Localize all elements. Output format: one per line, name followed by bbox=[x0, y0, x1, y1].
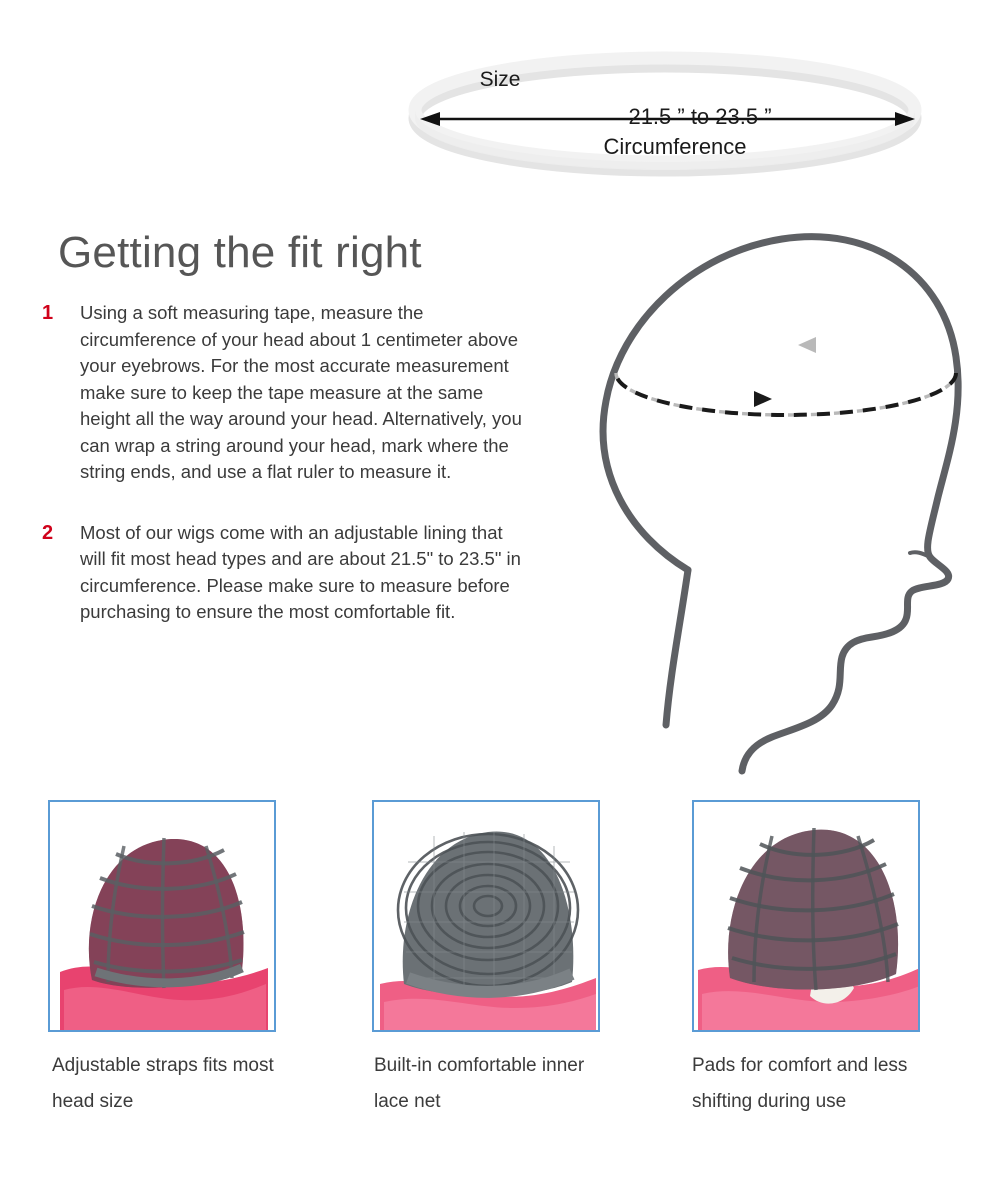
wig-cap-photo-2-graphic bbox=[374, 802, 600, 1032]
instruction-step-1 bbox=[42, 300, 528, 486]
feature-card-adjustable-straps bbox=[48, 800, 278, 1120]
feature-caption-3: Pads for comfort and less shifting during use bbox=[692, 1055, 908, 1112]
instruction-step-2 bbox=[42, 520, 528, 626]
wig-cap-adjustable-straps-photo bbox=[48, 800, 276, 1032]
wig-cap-comfort-pads-photo bbox=[692, 800, 920, 1032]
feature-card-comfort-pads bbox=[692, 800, 922, 1120]
wig-cap-inner-lace-net-photo bbox=[372, 800, 600, 1032]
circumference-label: Circumference bbox=[603, 134, 747, 159]
feature-caption-1: Adjustable straps fits most head size bbox=[52, 1055, 274, 1112]
size-label: Size bbox=[479, 68, 521, 91]
head-measurement-illustration bbox=[520, 205, 1000, 785]
feature-card-inner-lace-net bbox=[372, 800, 602, 1120]
head-profile-drawing bbox=[520, 205, 1000, 785]
wig-cap-photo-1-graphic bbox=[50, 802, 276, 1032]
ring-illustration bbox=[0, 0, 1000, 200]
size-range-label: 21.5 ” to 23.5 ” bbox=[628, 104, 772, 129]
step-number-2: 2 bbox=[42, 521, 54, 544]
feature-cards bbox=[0, 800, 1000, 1180]
step-text-1: Using a soft measuring tape, measure the circumference of your head about 1 centimeter above your eyebrows. For the most accurate measurement make sure to keep the tape measure at the same height all the way around your head. Alternatively, you can wrap a string around your head, mark where the string ends, and use a flat ruler to measure it. bbox=[80, 302, 522, 482]
feature-caption-2: Built-in comfortable inner lace net bbox=[374, 1055, 585, 1112]
step-text-2: Most of our wigs come with an adjustable lining that will fit most head types and are about 21.5" to 23.5" in circumference. Please make sure to measure before purchasing to ensure the most comfortable fit. bbox=[80, 521, 521, 622]
instructions-column bbox=[42, 228, 528, 660]
step-number-1: 1 bbox=[42, 302, 54, 324]
size-ring-diagram bbox=[0, 0, 1000, 200]
wig-cap-photo-3-graphic bbox=[694, 802, 920, 1032]
page-title: Getting the fit right bbox=[58, 228, 422, 277]
